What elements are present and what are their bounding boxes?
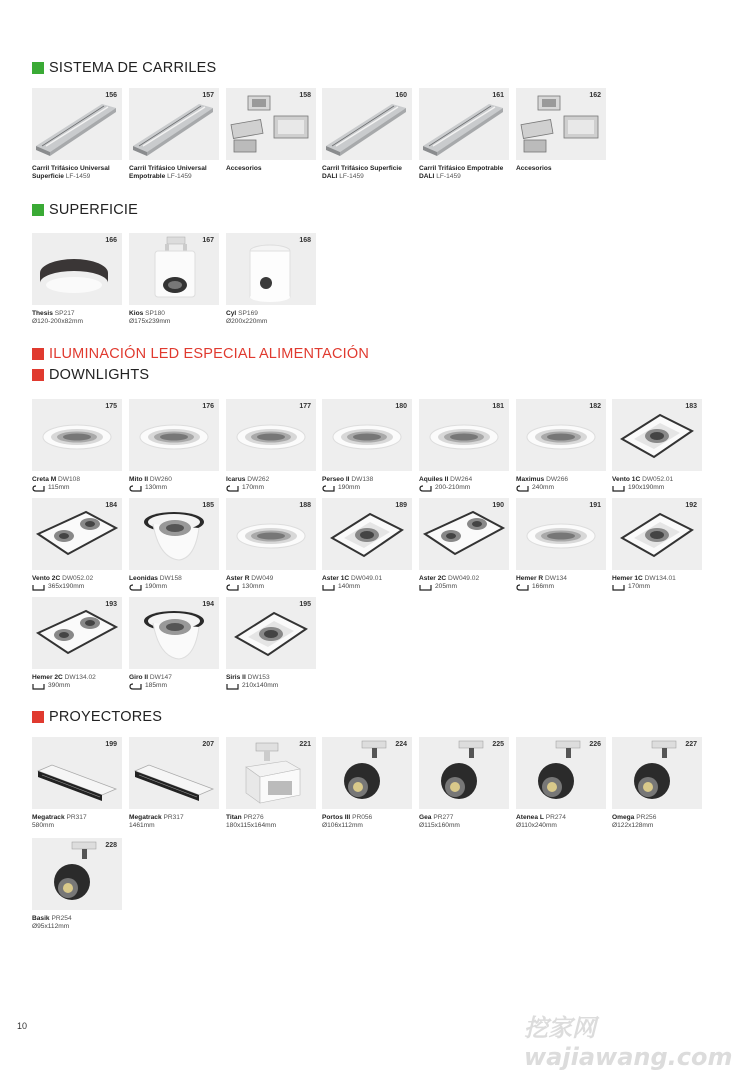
page-reference: 226 — [589, 741, 601, 748]
product-dimension: Ø106x112mm — [322, 822, 363, 830]
product-name: Leonidas — [129, 575, 158, 582]
page-reference: 190 — [492, 502, 504, 509]
product-card — [32, 737, 123, 831]
product-name: Megatrack — [32, 814, 65, 821]
product-name: Accesorios — [226, 165, 262, 172]
round-cutout-icon — [129, 683, 142, 690]
product-dimension: 240mm — [532, 484, 554, 492]
product-caption — [419, 476, 510, 493]
product-name: Titan — [226, 814, 242, 821]
product-caption — [516, 575, 607, 592]
product-name: Carril Trifásico Universal — [32, 165, 110, 172]
product-thumbnail — [322, 498, 412, 570]
product-thumbnail — [226, 737, 316, 809]
product-name: Aquiles II — [419, 476, 449, 483]
product-code: PR277 — [433, 814, 454, 821]
product-card — [32, 399, 123, 493]
product-code: DW153 — [247, 674, 270, 681]
product-card — [322, 498, 413, 592]
product-name: Siris II — [226, 674, 246, 681]
product-code: DW134 — [544, 575, 567, 582]
section-title: SISTEMA DE CARRILES — [49, 60, 217, 76]
page-reference: 181 — [492, 403, 504, 410]
product-name: Aster 2C — [419, 575, 447, 582]
product-card — [226, 233, 317, 327]
product-caption — [226, 575, 317, 592]
product-card — [322, 399, 413, 493]
product-code: DW264 — [450, 476, 473, 483]
product-name: Megatrack — [129, 814, 162, 821]
product-code: LF-1459 — [436, 173, 461, 181]
product-caption — [32, 310, 123, 327]
page-reference: 189 — [395, 502, 407, 509]
page-reference: 168 — [299, 237, 311, 244]
product-caption — [226, 814, 317, 831]
product-dimension: 166mm — [532, 583, 554, 591]
product-thumbnail — [322, 737, 412, 809]
product-caption — [322, 476, 413, 493]
page-reference: 176 — [202, 403, 214, 410]
product-card — [129, 498, 220, 592]
product-dimension: 130mm — [242, 583, 264, 591]
product-caption — [612, 575, 703, 592]
page-reference: 175 — [105, 403, 117, 410]
product-caption — [516, 814, 607, 831]
product-thumbnail — [419, 88, 509, 160]
square-cutout-icon — [612, 485, 625, 492]
product-thumbnail — [226, 399, 316, 471]
product-code: DW138 — [351, 476, 374, 483]
product-thumbnail — [129, 88, 219, 160]
section-header-downlights — [32, 366, 149, 384]
product-thumbnail — [516, 88, 606, 160]
page-reference: 180 — [395, 403, 407, 410]
product-caption — [129, 310, 220, 327]
product-dimension: 115mm — [48, 484, 70, 492]
product-thumbnail — [32, 737, 122, 809]
product-card — [226, 597, 317, 691]
product-card — [32, 233, 123, 327]
product-thumbnail — [322, 88, 412, 160]
product-name: Accesorios — [516, 165, 552, 172]
product-dimension: 210x140mm — [242, 682, 279, 690]
product-caption — [226, 476, 317, 493]
product-caption — [612, 814, 703, 831]
product-thumbnail — [32, 838, 122, 910]
product-code: SP169 — [238, 310, 258, 317]
product-name: Hemer R — [516, 575, 544, 582]
product-card — [129, 597, 220, 691]
product-card — [516, 88, 607, 173]
product-thumbnail — [32, 498, 122, 570]
product-caption — [32, 575, 123, 592]
product-dimension: 190mm — [145, 583, 167, 591]
product-name: Gea — [419, 814, 432, 821]
product-thumbnail — [516, 737, 606, 809]
square-cutout-icon — [612, 584, 625, 591]
product-card — [226, 399, 317, 493]
product-name: Cyl — [226, 310, 237, 317]
product-code: SP180 — [145, 310, 165, 317]
red-square-icon — [32, 348, 44, 360]
page-reference: 224 — [395, 741, 407, 748]
section-header-iluminacion-led — [32, 345, 369, 363]
product-thumbnail — [612, 399, 702, 471]
round-cutout-icon — [322, 485, 335, 492]
product-name: Creta M — [32, 476, 57, 483]
product-code: PR274 — [545, 814, 566, 821]
product-code: PR317 — [66, 814, 87, 821]
page-reference: 160 — [395, 92, 407, 99]
section-title: DOWNLIGHTS — [49, 367, 150, 383]
page-reference: 177 — [299, 403, 311, 410]
product-caption — [32, 915, 123, 932]
product-card — [516, 737, 607, 831]
product-code: PR317 — [163, 814, 184, 821]
product-dimension: Ø175x239mm — [129, 318, 171, 326]
product-name: Kios — [129, 310, 144, 317]
product-card — [32, 498, 123, 592]
square-cutout-icon — [419, 584, 432, 591]
product-thumbnail — [516, 498, 606, 570]
page-reference: 199 — [105, 741, 117, 748]
product-thumbnail — [612, 498, 702, 570]
product-name-line2: Empotrable — [129, 173, 166, 181]
product-card — [226, 88, 317, 173]
round-cutout-icon — [129, 485, 142, 492]
product-card — [226, 737, 317, 831]
product-name: Vento 2C — [32, 575, 61, 582]
green-square-icon — [32, 62, 44, 74]
page-reference: 182 — [589, 403, 601, 410]
product-code: DW260 — [149, 476, 172, 483]
page-reference: 191 — [589, 502, 601, 509]
page-reference: 221 — [299, 741, 311, 748]
product-caption — [129, 575, 220, 592]
product-name: Vento 1C — [612, 476, 641, 483]
round-cutout-icon — [419, 485, 432, 492]
product-thumbnail — [226, 233, 316, 305]
product-dimension: 185mm — [145, 682, 167, 690]
product-dimension: 170mm — [242, 484, 264, 492]
product-name-line2: DALI — [322, 173, 338, 181]
product-code: LF-1459 — [65, 173, 91, 181]
product-dimension: 390mm — [48, 682, 70, 690]
product-name: Carril Trifásico Universal — [129, 165, 207, 172]
product-name: Carril Trifásico Superficie — [322, 165, 402, 172]
product-thumbnail — [226, 88, 316, 160]
page-reference: 207 — [202, 741, 214, 748]
product-dimension: 365x190mm — [48, 583, 85, 591]
product-card — [322, 737, 413, 831]
product-code: PR256 — [636, 814, 657, 821]
product-card — [129, 399, 220, 493]
product-dimension: 130mm — [145, 484, 167, 492]
product-caption — [129, 814, 220, 831]
product-caption — [322, 575, 413, 592]
product-code: DW049.01 — [350, 575, 383, 582]
product-code: LF-1459 — [167, 173, 192, 181]
page-reference: 225 — [492, 741, 504, 748]
product-caption — [129, 674, 220, 691]
product-thumbnail — [516, 399, 606, 471]
page-reference: 157 — [202, 92, 214, 99]
product-dimension: 1461mm — [129, 822, 155, 830]
product-card — [129, 233, 220, 327]
product-code: DW266 — [546, 476, 569, 483]
page-reference: 193 — [105, 601, 117, 608]
round-cutout-icon — [226, 485, 239, 492]
product-code: DW049.02 — [447, 575, 480, 582]
page-reference: 162 — [589, 92, 601, 99]
section-header-proyectores — [32, 708, 162, 726]
square-cutout-icon — [226, 683, 239, 690]
product-thumbnail — [419, 498, 509, 570]
product-card — [129, 88, 220, 182]
product-dimension: 200-210mm — [435, 484, 471, 492]
product-name: Basik — [32, 915, 50, 922]
round-cutout-icon — [226, 584, 239, 591]
product-code: DW049 — [251, 575, 274, 582]
product-dimension: Ø122x128mm — [612, 822, 654, 830]
product-thumbnail — [612, 737, 702, 809]
product-caption — [129, 476, 220, 493]
product-dimension: 580mm — [32, 822, 54, 830]
product-thumbnail — [322, 399, 412, 471]
product-dimension: 205mm — [435, 583, 457, 591]
product-card — [226, 498, 317, 592]
product-caption — [32, 814, 123, 831]
page-reference: 183 — [685, 403, 697, 410]
round-cutout-icon — [516, 584, 529, 591]
product-caption — [419, 575, 510, 592]
product-name: Giro II — [129, 674, 149, 681]
product-name-line2: Superficie — [32, 173, 64, 181]
round-cutout-icon — [129, 584, 142, 591]
section-title: ILUMINACIÓN LED ESPECIAL ALIMENTACIÓN — [49, 346, 370, 362]
product-dimension: Ø115x160mm — [419, 822, 460, 830]
product-card — [129, 737, 220, 831]
product-dimension: Ø95x112mm — [32, 923, 70, 931]
product-thumbnail — [32, 399, 122, 471]
product-name: Carril Trifásico Empotrable — [419, 165, 504, 172]
square-cutout-icon — [32, 584, 45, 591]
product-name: Atenea L — [516, 814, 544, 821]
green-square-icon — [32, 204, 44, 216]
page-reference: 185 — [202, 502, 214, 509]
product-code: DW147 — [149, 674, 172, 681]
product-thumbnail — [129, 597, 219, 669]
round-cutout-icon — [516, 485, 529, 492]
product-caption — [322, 165, 413, 182]
product-thumbnail — [419, 737, 509, 809]
product-name: Perseo II — [322, 476, 350, 483]
product-dimension: Ø200x220mm — [226, 318, 268, 326]
product-name: Aster R — [226, 575, 250, 582]
product-thumbnail — [129, 498, 219, 570]
product-caption — [419, 814, 510, 831]
product-card — [32, 88, 123, 182]
product-name: Hemer 1C — [612, 575, 643, 582]
product-card — [419, 399, 510, 493]
round-cutout-icon — [32, 485, 45, 492]
product-thumbnail — [32, 233, 122, 305]
square-cutout-icon — [322, 584, 335, 591]
product-caption — [419, 165, 510, 182]
product-code: DW158 — [159, 575, 182, 582]
product-card — [612, 737, 703, 831]
product-code: PR276 — [243, 814, 264, 821]
product-dimension: Ø120-200x82mm — [32, 318, 83, 326]
red-square-icon — [32, 711, 44, 723]
product-code: PR254 — [51, 915, 72, 922]
product-dimension: 180x115x164mm — [226, 822, 277, 830]
section-header-sistema-de-carriles — [32, 59, 216, 77]
page-reference: 184 — [105, 502, 117, 509]
square-cutout-icon — [32, 683, 45, 690]
page-reference: 167 — [202, 237, 214, 244]
section-title: SUPERFICIE — [49, 202, 139, 218]
product-caption — [226, 674, 317, 691]
watermark: 挖家网 wajiawang.com — [524, 1014, 733, 1071]
product-thumbnail — [226, 498, 316, 570]
product-thumbnail — [129, 737, 219, 809]
product-caption — [32, 476, 123, 493]
product-card — [516, 498, 607, 592]
page-reference: 188 — [299, 502, 311, 509]
page-reference: 192 — [685, 502, 697, 509]
product-name: Thesis — [32, 310, 53, 317]
page-reference: 195 — [299, 601, 311, 608]
section-header-superficie — [32, 201, 138, 219]
product-name: Hemer 2C — [32, 674, 63, 681]
product-thumbnail — [129, 233, 219, 305]
page-reference: 227 — [685, 741, 697, 748]
product-card — [612, 399, 703, 493]
product-code: DW134.01 — [644, 575, 676, 582]
product-caption — [226, 165, 317, 173]
product-code: DW052.01 — [642, 476, 674, 483]
product-name-line2: DALI — [419, 173, 435, 181]
page-reference: 156 — [105, 92, 117, 99]
red-square-icon — [32, 369, 44, 381]
product-code: DW134.02 — [64, 674, 96, 681]
product-name: Icarus — [226, 476, 246, 483]
product-code: DW108 — [58, 476, 81, 483]
product-name: Omega — [612, 814, 635, 821]
product-thumbnail — [32, 597, 122, 669]
section-title: PROYECTORES — [49, 709, 163, 725]
page-reference: 161 — [492, 92, 504, 99]
product-thumbnail — [419, 399, 509, 471]
product-thumbnail — [226, 597, 316, 669]
product-code: DW052.02 — [62, 575, 94, 582]
page-number: 10 — [17, 1021, 28, 1031]
product-dimension: 190mm — [338, 484, 360, 492]
product-code: SP217 — [54, 310, 75, 317]
product-dimension: Ø110x240mm — [516, 822, 557, 830]
product-caption — [322, 814, 413, 831]
product-card — [32, 838, 123, 932]
product-caption — [129, 165, 220, 182]
page-reference: 158 — [299, 92, 311, 99]
product-code: PR056 — [352, 814, 373, 821]
product-name: Aster 1C — [322, 575, 350, 582]
page-reference: 194 — [202, 601, 214, 608]
product-card — [32, 597, 123, 691]
product-caption — [612, 476, 703, 493]
product-dimension: 190x190mm — [628, 484, 665, 492]
product-caption — [516, 165, 607, 173]
product-card — [419, 498, 510, 592]
product-caption — [516, 476, 607, 493]
product-card — [419, 737, 510, 831]
product-card — [516, 399, 607, 493]
product-dimension: 170mm — [628, 583, 650, 591]
product-name: Portos III — [322, 814, 351, 821]
product-card — [419, 88, 510, 182]
product-dimension: 140mm — [338, 583, 360, 591]
product-caption — [226, 310, 317, 327]
product-card — [322, 88, 413, 182]
product-card — [612, 498, 703, 592]
product-code: DW262 — [247, 476, 270, 483]
page-reference: 166 — [105, 237, 117, 244]
product-name: Mito II — [129, 476, 149, 483]
product-thumbnail — [129, 399, 219, 471]
product-caption — [32, 165, 123, 182]
product-caption — [32, 674, 123, 691]
product-name: Maximus — [516, 476, 545, 483]
product-code: LF-1459 — [339, 173, 364, 181]
page-reference: 228 — [105, 842, 117, 849]
product-thumbnail — [32, 88, 122, 160]
